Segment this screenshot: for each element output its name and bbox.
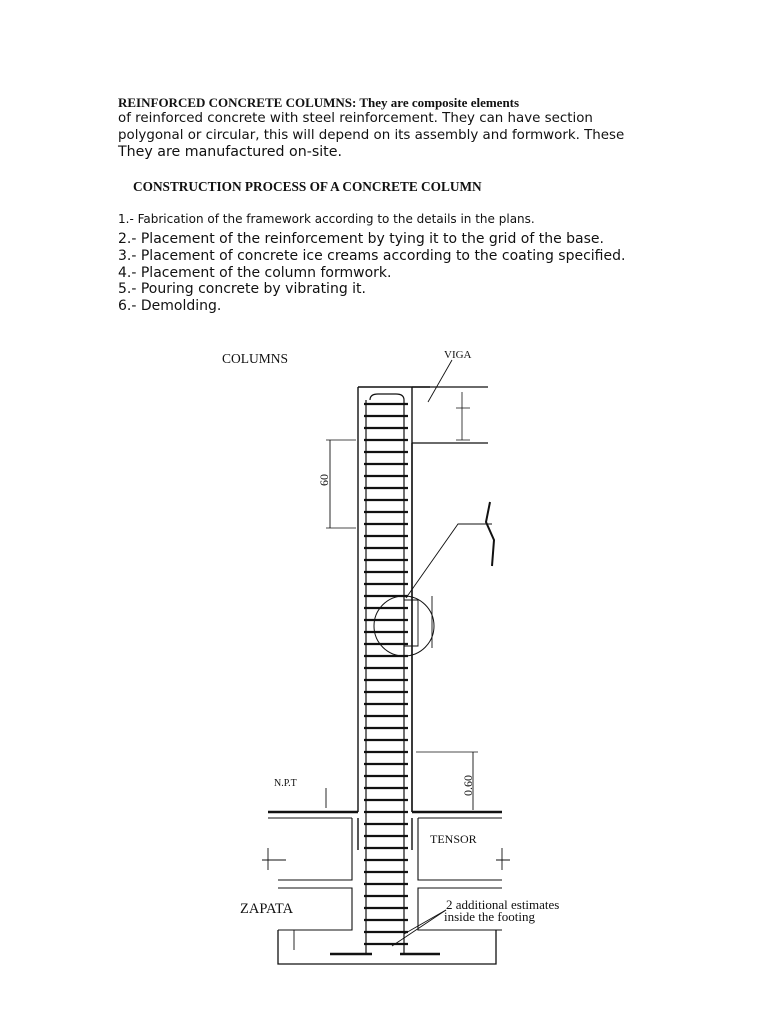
dim-060-label: 0.60	[461, 775, 475, 796]
column-detail-drawing	[0, 340, 768, 1024]
step-item: 6.- Demolding.	[118, 298, 222, 315]
section-title: CONSTRUCTION PROCESS OF A CONCRETE COLUMN	[133, 179, 482, 194]
viga-label: VIGA	[444, 349, 472, 361]
intro-line: They are manufactured on-site.	[118, 144, 342, 160]
zapata-label: ZAPATA	[240, 901, 294, 917]
intro-line: of reinforced concrete with steel reinforcement. They can have section	[118, 111, 593, 126]
footing-note-line2: inside the footing	[444, 909, 535, 924]
document-heading: REINFORCED CONCRETE COLUMNS: They are composite elements	[118, 95, 520, 110]
step-item: 3.- Placement of concrete ice creams according to the coating specified.	[118, 247, 626, 264]
columns-label: COLUMNS	[222, 351, 289, 366]
dim-60-label: 60	[317, 474, 331, 486]
intro-paragraph	[118, 110, 678, 161]
step-item: 4.- Placement of the column formwork.	[118, 264, 392, 281]
step-item: 2.- Placement of the reinforcement by tying it to the grid of the base.	[118, 231, 604, 247]
step-list	[118, 231, 678, 315]
step-item: 1.- Fabrication of the framework according to the details in the plans.	[118, 212, 535, 226]
stirrup-group	[364, 404, 408, 944]
intro-line: polygonal or circular, this will depend on its assembly and formwork. These	[118, 128, 625, 143]
footing-note-line1: 2 additional estimates	[446, 897, 560, 912]
step-item: 5.- Pouring concrete by vibrating it.	[118, 281, 366, 298]
npt-label: N.P.T	[274, 778, 297, 789]
tensor-label: TENSOR	[430, 832, 477, 846]
